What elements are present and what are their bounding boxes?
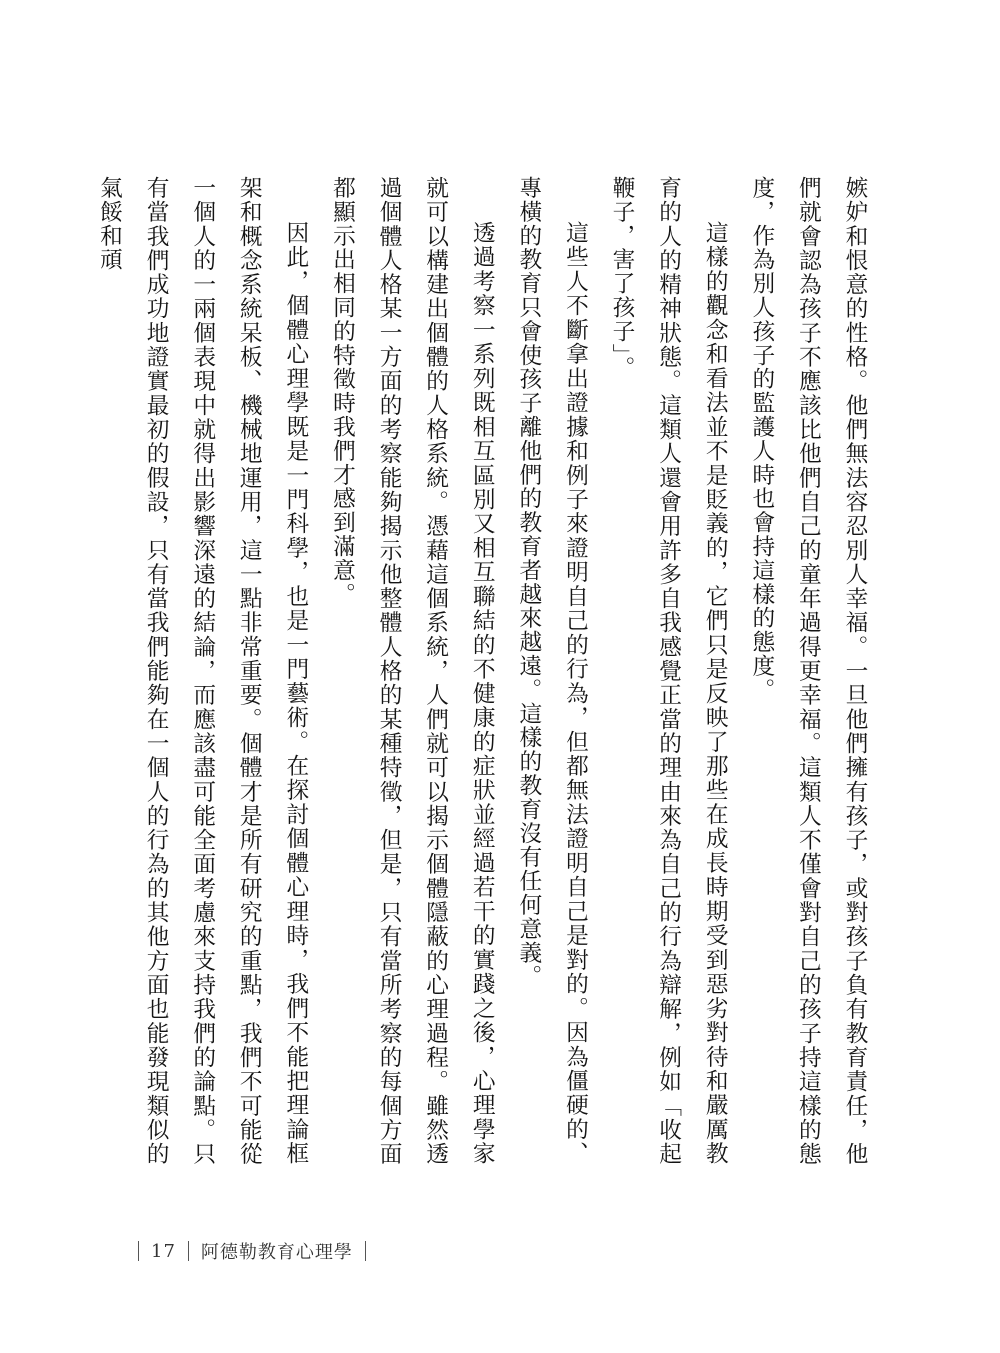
footer-divider xyxy=(365,1241,366,1261)
page-footer xyxy=(126,1240,378,1262)
book-title: 阿德勒教育心理學 xyxy=(200,1242,353,1263)
paragraph-1: 嫉妒和恨意的性格。他們無法容忍別人幸福。一旦他們擁有孩子，或對孩子負有教育責任，他們就會認為孩子不應該比他們自己的童年過得更幸福。這類人不僅會對自己的孩子持這樣的態度，作為別人孩子的監護人時也會持這樣的態度。 xyxy=(748,176,868,1166)
paragraph-4: 透過考察一系列既相互區別又相互聯結的不健康的症狀並經過若干的實踐之後，心理學家就可以構建出個體的人格系統。憑藉這個系統，人們就可以揭示個體隱蔽的心理過程。雖然透過個體人格某一方面的考察能夠揭示他整體人格的某種特徵，但是，只有當所考察的每個方面都顯示出相同的特徵時我們才感到滿意。 xyxy=(329,176,496,1166)
paragraph-3: 這些人不斷拿出證據和例子來證明自己的行為，但都無法證明自己是對的。因為僵硬的、專橫的教育只會使孩子離他們的教育者越來越遠。這樣的教育沒有任何意義。 xyxy=(515,176,589,1166)
footer-divider xyxy=(138,1241,139,1261)
footer-divider xyxy=(188,1241,189,1261)
body-text xyxy=(96,176,878,1166)
paragraph-2: 這樣的觀念和看法並不是貶義的，它們只是反映了那些在成長時期受到惡劣對待和嚴厲教育的人的精神狀態。這類人還會用許多自我感覺正當的理由來為自己的行為辯解，例如「收起鞭子，害了孩子」。 xyxy=(609,176,729,1166)
paragraph-5: 因此，個體心理學既是一門科學，也是一門藝術。在探討個體心理時，我們不能把理論框架和概念系統呆板、機械地運用，這一點非常重要。個體才是所有研究的重點，我們不可能從一個人的一兩個表現中就得出影響深遠的結論，而應該盡可能全面考慮來支持我們的論點。只有當我們成功地證實最初的假設，只有當我們能夠在一個人的行為的其他方面也能發現類似的氣餒和頑 xyxy=(96,176,309,1166)
page-number: 17 xyxy=(151,1240,176,1262)
